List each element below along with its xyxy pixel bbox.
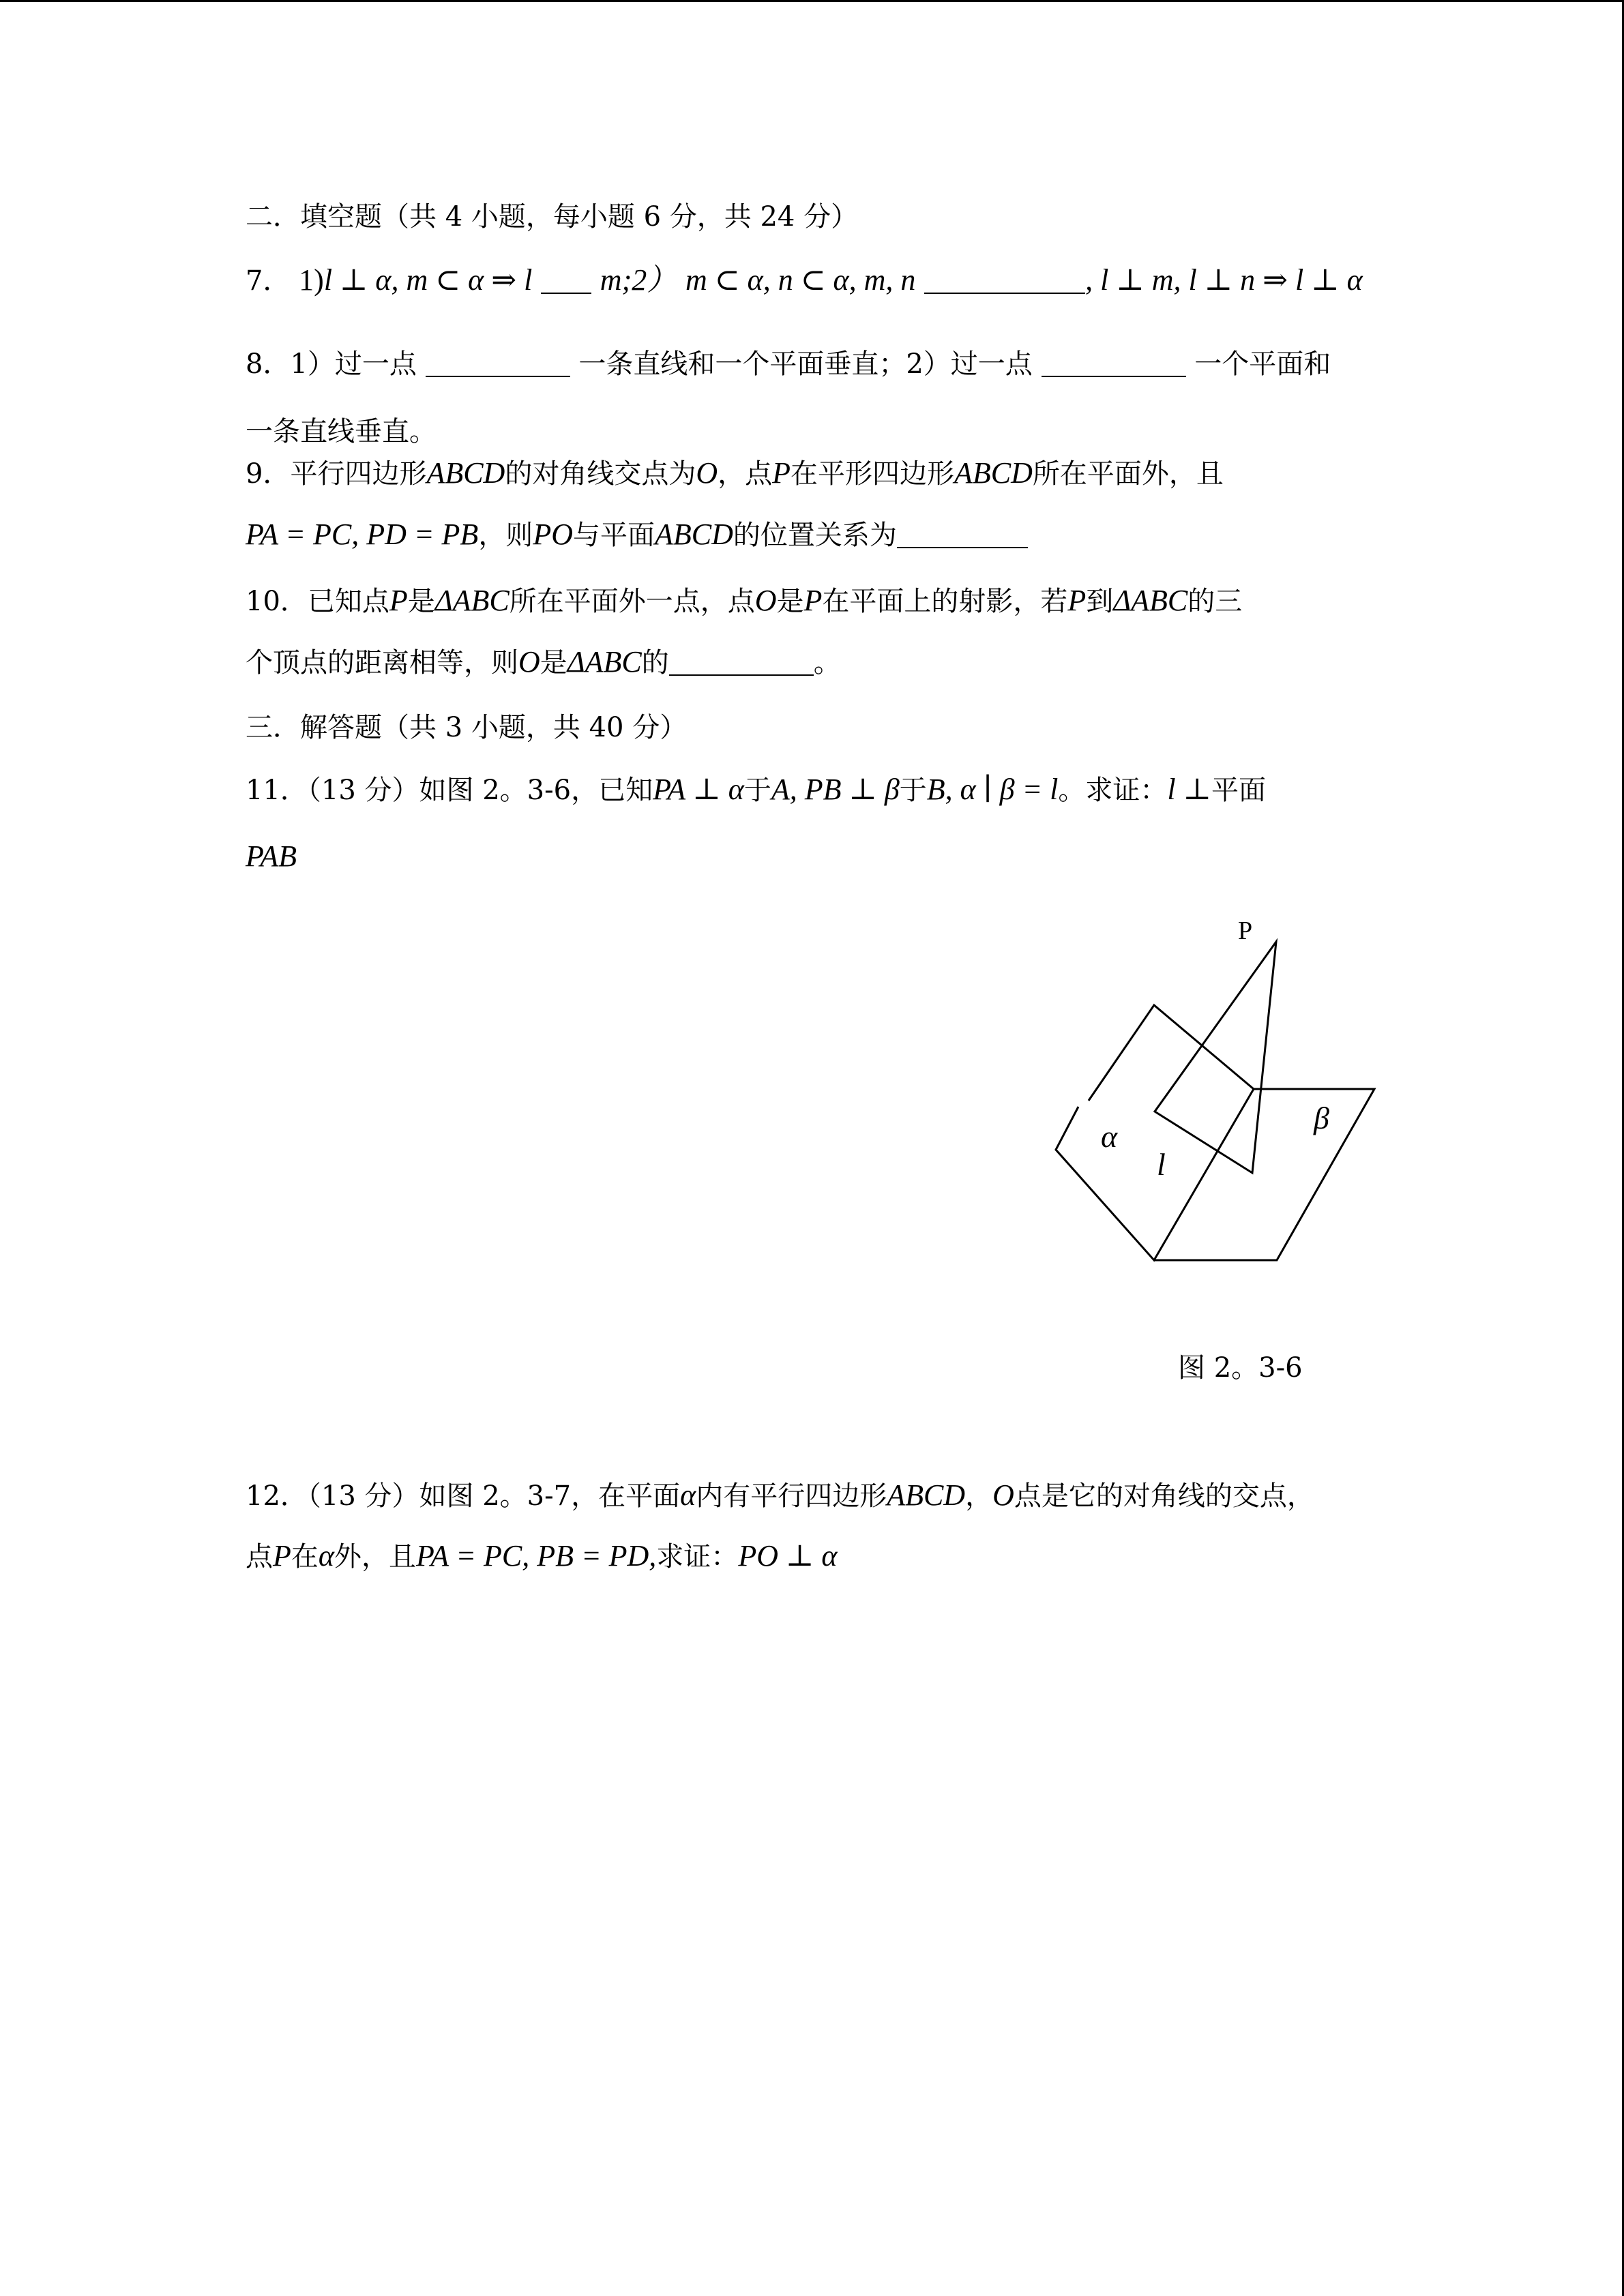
plane-alpha-outline	[1056, 1005, 1254, 1260]
section-2-title: 二．填空题（共 4 小题，每小题 6 分，共 24 分）	[246, 201, 859, 233]
label-alpha: α	[1101, 1119, 1118, 1154]
answer-blank-9[interactable]	[897, 520, 1028, 548]
question-11-line-1: 11．（13 分）如图 2。3-6，已知PA ⊥ α于A, PB ⊥ β于B, α ∣ β = l。求证：l ⊥平面	[246, 773, 1267, 806]
plane-beta-outline	[1154, 1089, 1374, 1260]
answer-blank-7-2[interactable]	[924, 265, 1085, 294]
answer-blank-10[interactable]	[669, 647, 814, 676]
question-7: 7． 1)l ⊥ α, m ⊂ α ⇒ l m;2） m ⊂ α, n ⊂ α, m, n , l ⊥ m, l ⊥ n ⇒ l ⊥ α	[246, 263, 1363, 297]
label-beta: β	[1314, 1101, 1329, 1135]
question-8-line-1: 8．1）过一点 一条直线和一个平面垂直；2）过一点 一个平面和	[246, 348, 1331, 380]
question-9-line-1: 9．平行四边形ABCD的对角线交点为O，点P在平形四边形ABCD所在平面外，且	[246, 456, 1224, 490]
section-3-title: 三．解答题（共 3 小题，共 40 分）	[246, 712, 688, 743]
question-8-line-2: 一条直线垂直。	[246, 416, 437, 447]
answer-blank-7-1[interactable]	[541, 265, 591, 294]
figure-2-3-6	[1037, 900, 1391, 1282]
figure-caption: 图 2。3-6	[1178, 1352, 1303, 1384]
question-12-line-2: 点P在α外，且PA = PC, PB = PD,求证：PO ⊥ α	[246, 1539, 838, 1572]
question-10-line-2: 个顶点的距离相等，则O是ΔABC的 。	[246, 645, 841, 679]
question-9-line-2: PA = PC, PD = PB，则PO与平面ABCD的位置关系为	[246, 516, 1028, 554]
question-12-line-1: 12．（13 分）如图 2。3-7，在平面α内有平行四边形ABCD，O点是它的对角线的交点，	[246, 1478, 1314, 1512]
question-10-line-1: 10．已知点P是ΔABC所在平面外一点，点O是P在平面上的射影，若P到ΔABC的三	[246, 584, 1243, 617]
label-l: l	[1157, 1147, 1166, 1182]
answer-blank-8-2[interactable]	[1042, 348, 1186, 377]
answer-blank-8-1[interactable]	[426, 348, 570, 377]
question-11-line-2: PAB	[246, 839, 297, 873]
label-p: P	[1238, 916, 1253, 945]
